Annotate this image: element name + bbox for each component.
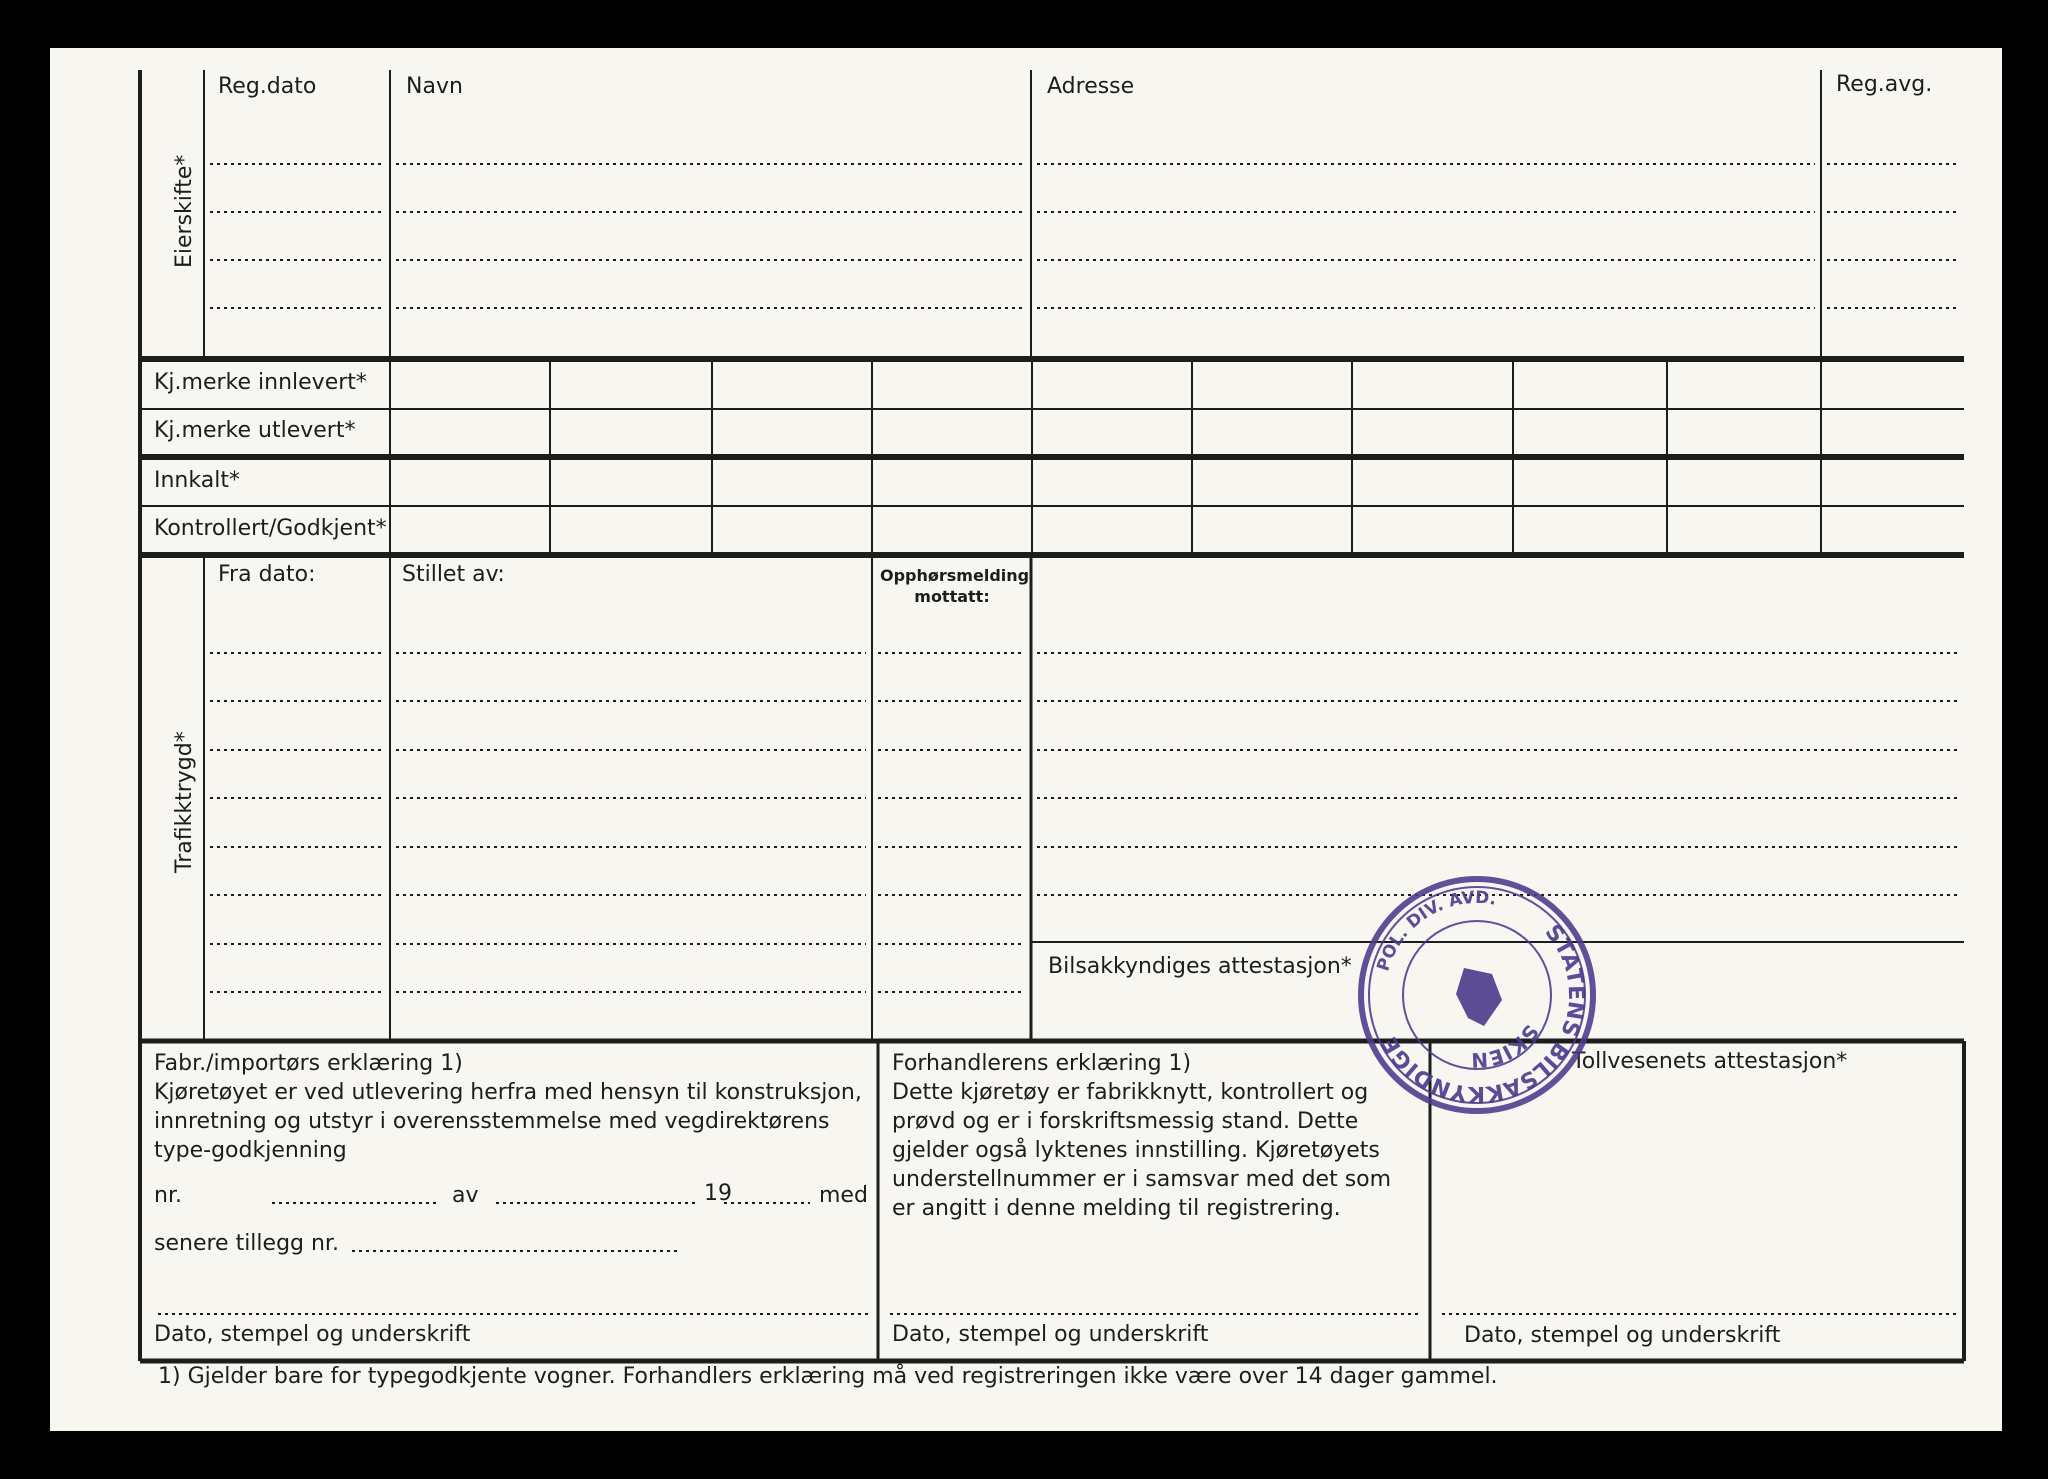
stamp-side-text: POL. DIV. AVD. xyxy=(1373,887,1498,974)
name-column-header: Navn xyxy=(406,74,463,99)
manufacturer-declaration-body: Kjøretøyet er ved utlevering herfra med hensyn til konstruksjon, innretning og utstyr i overensstemmelse med vegdirektørens type-godkjenning xyxy=(154,1080,862,1163)
stamp-emblem-icon xyxy=(1456,968,1502,1026)
owner-change-section-label: Eierskifte* xyxy=(172,154,197,268)
customs-signature-label: Dato, stempel og underskrift xyxy=(1464,1323,1781,1348)
reg-fee-column-header: Reg.avg. xyxy=(1836,72,1933,97)
type-approval-year-label: 19 xyxy=(704,1181,732,1206)
customs-attestation-title: Tollvesenets attestasjon* xyxy=(1572,1049,1848,1074)
dealer-declaration-body: Dette kjøretøy er fabrikknytt, kontrollert og prøvd og er i forskriftsmessig stand. Dette gjelder også lyktenes innstilling. Kjøretøyets understellnummer er i samsvar med det som er angitt i denne melding til registrering. xyxy=(892,1080,1392,1221)
svg-text:POL. DIV. AVD. xyxy=(1373,888,1497,974)
later-addition-label: senere tillegg nr. xyxy=(154,1231,339,1256)
dealer-declaration-title: Forhandlerens erklæring 1) xyxy=(892,1051,1192,1076)
expert-attestation-label: Bilsakkyndiges attestasjon* xyxy=(1048,954,1352,979)
official-stamp xyxy=(1352,870,1602,1120)
type-approval-nr-label: nr. xyxy=(154,1183,182,1208)
dealer-signature-label: Dato, stempel og underskrift xyxy=(892,1322,1209,1347)
stamp-inner-text: SKIEN xyxy=(1470,1020,1544,1073)
plate-delivered-label: Kj.merke innlevert* xyxy=(154,370,367,395)
manufacturer-declaration-title: Fabr./importørs erklæring 1) xyxy=(154,1051,463,1076)
type-approval-av-label: av xyxy=(452,1183,479,1208)
reg-date-column-header: Reg.dato xyxy=(218,74,317,99)
form-grid-lines xyxy=(50,48,2002,1431)
type-approval-med-label: med xyxy=(819,1183,868,1208)
manufacturer-signature-label: Dato, stempel og underskrift xyxy=(154,1322,471,1347)
plate-issued-label: Kj.merke utlevert* xyxy=(154,418,356,443)
stamp-outer-text: STATENS BILSAKKYNDIGE xyxy=(1377,920,1589,1107)
from-date-column-header: Fra dato: xyxy=(218,562,316,587)
summoned-label: Innkalt* xyxy=(154,468,240,493)
termination-notice-column-header: Opphørsmelding mottatt: xyxy=(880,566,1030,606)
footnote: 1) Gjelder bare for typegodkjente vogner. Forhandlers erklæring må ved registreringen ikke være over 14 dager gammel. xyxy=(158,1364,1498,1389)
traffic-insurance-section-label: Trafikktrygd* xyxy=(172,731,197,873)
registration-form-card xyxy=(50,48,2002,1431)
inspected-approved-label: Kontrollert/Godkjent* xyxy=(154,516,387,541)
issued-by-column-header: Stillet av: xyxy=(402,562,505,587)
address-column-header: Adresse xyxy=(1047,74,1135,99)
